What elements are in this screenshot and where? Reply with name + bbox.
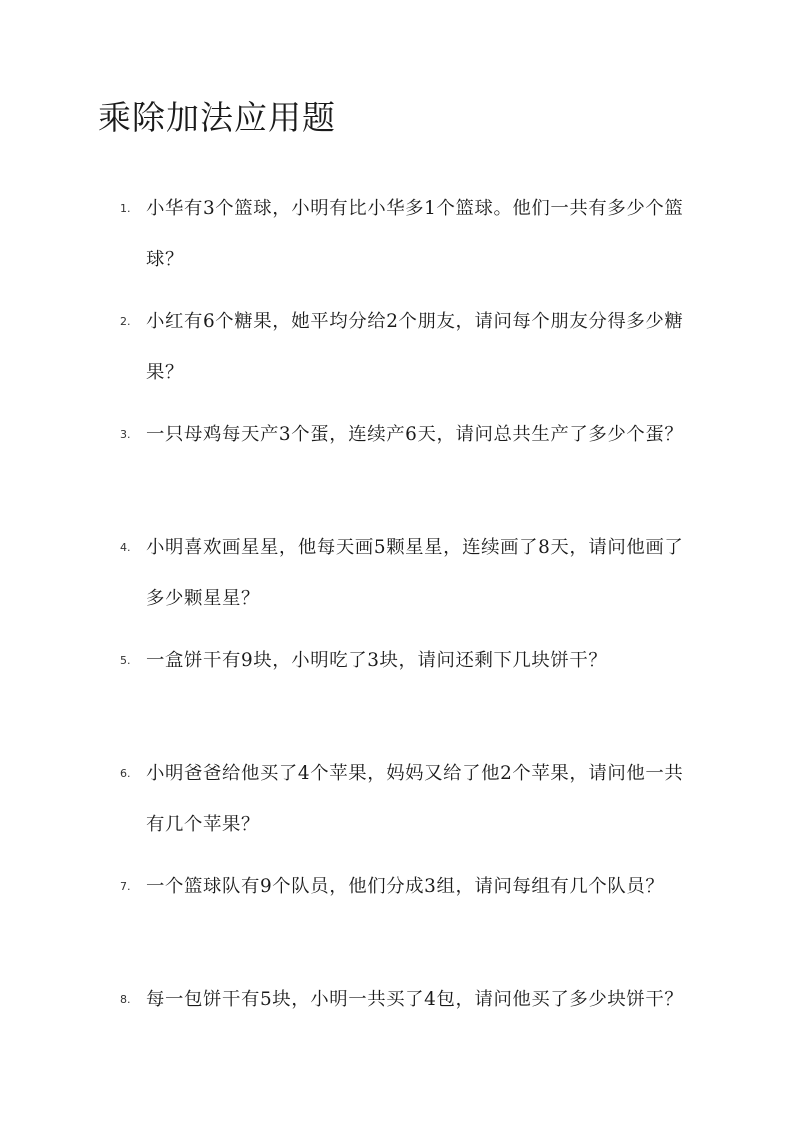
- problem-number: 8.: [120, 993, 131, 1006]
- problem-item-6: [0, 748, 800, 861]
- problem-number: 3.: [120, 428, 131, 441]
- problem-text: 小红有6个糖果，她平均分给2个朋友，请问每个朋友分得多少糖果？: [146, 311, 684, 383]
- problem-text: 小华有3个篮球，小明有比小华多1个篮球。他们一共有多少个篮球？: [146, 198, 684, 270]
- problem-text: 小明爸爸给他买了4个苹果，妈妈又给了他2个苹果，请问他一共有几个苹果？: [146, 763, 684, 835]
- problem-number: 6.: [120, 767, 131, 780]
- problem-text: 一只母鸡每天产3个蛋，连续产6天，请问总共生产了多少个蛋？: [146, 424, 684, 445]
- problem-list: [0, 183, 800, 1087]
- problem-number: 2.: [120, 315, 131, 328]
- problem-text: 每一包饼干有5块，小明一共买了4包，请问他买了多少块饼干？: [146, 989, 684, 1010]
- page-title: 乘除加法应用题: [98, 98, 336, 137]
- problem-number: 5.: [120, 654, 131, 667]
- problem-item-7: [0, 861, 800, 974]
- problem-number: 7.: [120, 880, 131, 893]
- problem-item-5: [0, 635, 800, 748]
- problem-text: 一盒饼干有9块，小明吃了3块，请问还剩下几块饼干？: [146, 650, 608, 671]
- problem-item-4: [0, 522, 800, 635]
- problem-item-3: [0, 409, 800, 522]
- problem-item-2: [0, 296, 800, 409]
- problem-number: 4.: [120, 541, 131, 554]
- problem-number: 1.: [120, 202, 131, 215]
- problem-text: 小明喜欢画星星，他每天画5颗星星，连续画了8天，请问他画了多少颗星星？: [146, 537, 684, 609]
- problem-item-1: [0, 183, 800, 296]
- problem-text: 一个篮球队有9个队员，他们分成3组，请问每组有几个队员？: [146, 876, 665, 897]
- problem-item-8: [0, 974, 800, 1087]
